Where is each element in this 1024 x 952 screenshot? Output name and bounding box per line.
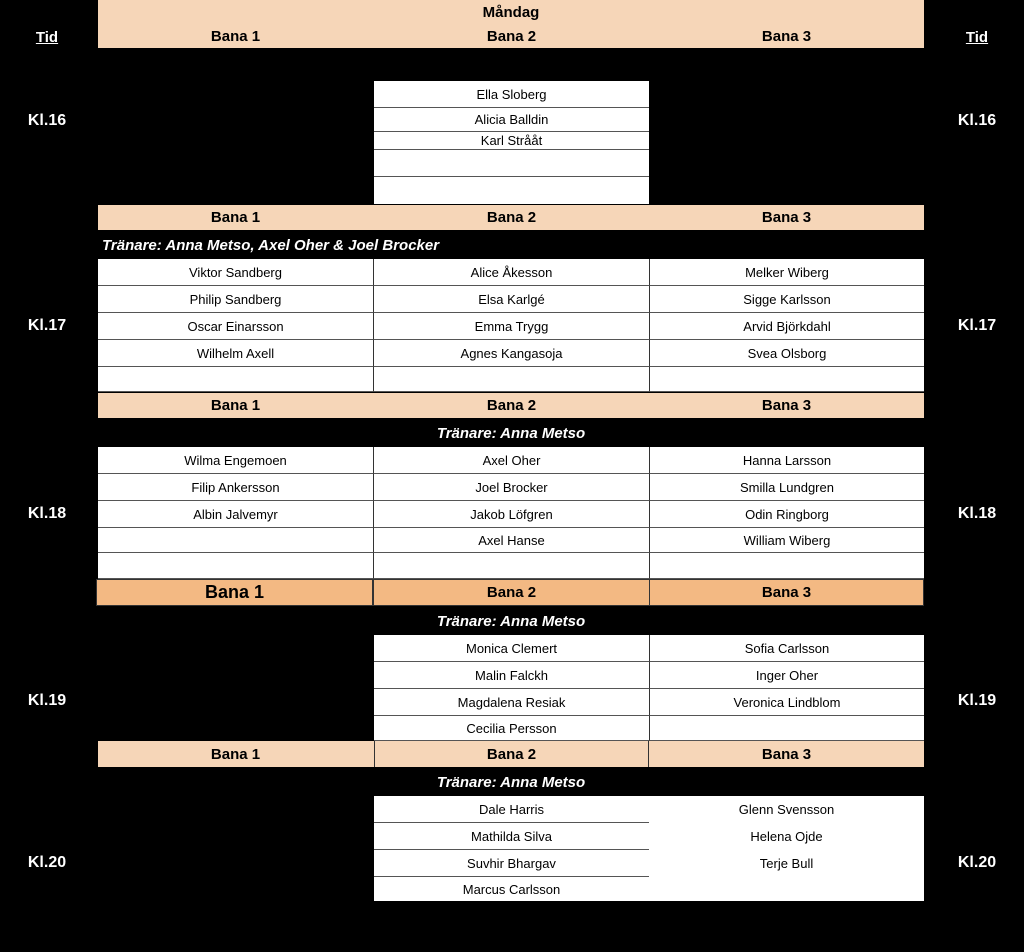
kl17-bana2-row: Agnes Kangasoja xyxy=(374,340,650,367)
kl20-bana2-row: Mathilda Silva xyxy=(374,823,649,850)
kl17-bana2-row: Elsa Karlgé xyxy=(374,286,650,313)
lane-header-2: Bana 2 xyxy=(374,741,649,767)
kl17-bana3-row: Sigge Karlsson xyxy=(650,286,924,313)
kl19-bana2-row: Magdalena Resiak xyxy=(374,689,650,716)
kl18-bana1-row xyxy=(98,528,374,553)
kl20-bana3-row: Helena Ojde xyxy=(649,823,924,850)
kl19-bana3-row xyxy=(650,716,924,741)
lane-header-1: Bana 1 xyxy=(210,27,261,45)
time-label-kl20-left: Kl.20 xyxy=(27,854,67,871)
lane-header-2: Bana 2 xyxy=(486,209,537,226)
kl17-bana1-row: Philip Sandberg xyxy=(98,286,374,313)
kl17-bana3-row: Arvid Björkdahl xyxy=(650,313,924,340)
kl18-bana3-row: William Wiberg xyxy=(650,528,924,553)
time-label-kl20-right: Kl.20 xyxy=(957,854,997,871)
kl18-bana1-row: Wilma Engemoen xyxy=(98,447,374,474)
time-label-kl17-right: Kl.17 xyxy=(957,317,997,334)
lane-header-2: Bana 2 xyxy=(373,579,650,606)
kl18-bana2-row xyxy=(374,553,650,579)
lane-header-3: Bana 3 xyxy=(761,397,812,414)
kl17-bana2-row xyxy=(374,367,650,392)
lane-header-1: Bana 1 xyxy=(96,579,373,606)
kl18-bana3-row: Hanna Larsson xyxy=(650,447,924,474)
lane-header-1: Bana 1 xyxy=(210,209,261,226)
kl20-bana2-row: Suvhir Bhargav xyxy=(374,850,649,877)
time-label-kl17-left: Kl.17 xyxy=(27,317,67,334)
kl19-bana2-row: Monica Clemert xyxy=(374,635,650,662)
kl18-bana2-row: Joel Brocker xyxy=(374,474,650,501)
kl18-bana1-row: Filip Ankersson xyxy=(98,474,374,501)
kl18-bana2-row: Axel Hanse xyxy=(374,528,650,553)
kl20-bana2-row: Dale Harris xyxy=(374,796,649,823)
kl17-bana1-row xyxy=(98,367,374,392)
coach-label-kl18: Tränare: Anna Metso xyxy=(436,424,586,442)
kl18-bana1-row: Albin Jalvemyr xyxy=(98,501,374,528)
kl16-bana2-row xyxy=(374,177,649,204)
lane-header-1: Bana 1 xyxy=(210,745,261,763)
kl16-bana2-row: Ella Sloberg xyxy=(374,81,649,108)
time-label-kl18-left: Kl.18 xyxy=(27,505,67,522)
kl19-bana3-row: Inger Oher xyxy=(650,662,924,689)
kl18-bana2-row: Jakob Löfgren xyxy=(374,501,650,528)
time-label-kl19-left: Kl.19 xyxy=(27,692,67,709)
kl17-bana1-row: Oscar Einarsson xyxy=(98,313,374,340)
kl19-bana3-row: Veronica Lindblom xyxy=(650,689,924,716)
time-label-kl16-left: Kl.16 xyxy=(27,112,67,129)
lane-header-3: Bana 3 xyxy=(649,579,924,606)
kl20-bana3-row: Terje Bull xyxy=(649,850,924,877)
kl16-bana2-row: Karl Strååt xyxy=(374,132,649,150)
kl16-bana2-row xyxy=(374,150,649,177)
kl19-bana2-row: Cecilia Persson xyxy=(374,716,650,741)
time-label-kl19-right: Kl.19 xyxy=(957,692,997,709)
kl18-bana3-row: Smilla Lundgren xyxy=(650,474,924,501)
kl20-bana3-row: Glenn Svensson xyxy=(649,796,924,823)
kl18-bana3-row xyxy=(650,553,924,579)
coach-label-kl20: Tränare: Anna Metso xyxy=(436,773,586,791)
time-label-kl16-right: Kl.16 xyxy=(957,112,997,129)
kl20-bana2-row: Marcus Carlsson xyxy=(374,877,649,901)
tid-label-left: Tid xyxy=(35,28,59,46)
kl17-bana2-row: Alice Åkesson xyxy=(374,259,650,286)
kl18-bana2-row: Axel Oher xyxy=(374,447,650,474)
kl17-bana1-row: Wilhelm Axell xyxy=(98,340,374,367)
coach-label-kl19: Tränare: Anna Metso xyxy=(436,612,586,630)
lane-header-3: Bana 3 xyxy=(761,745,812,763)
lane-header-2: Bana 2 xyxy=(486,397,537,414)
kl18-bana3-row: Odin Ringborg xyxy=(650,501,924,528)
kl17-bana1-row: Viktor Sandberg xyxy=(98,259,374,286)
kl17-bana3-row: Melker Wiberg xyxy=(650,259,924,286)
time-label-kl18-right: Kl.18 xyxy=(957,505,997,522)
lane-header-1: Bana 1 xyxy=(210,397,261,414)
kl17-bana3-row xyxy=(650,367,924,392)
kl16-bana2-row: Alicia Balldin xyxy=(374,108,649,132)
kl17-bana2-row: Emma Trygg xyxy=(374,313,650,340)
kl17-bana3-row: Svea Olsborg xyxy=(650,340,924,367)
kl19-bana3-row: Sofia Carlsson xyxy=(650,635,924,662)
kl19-bana2-row: Malin Falckh xyxy=(374,662,650,689)
kl18-bana1-row xyxy=(98,553,374,579)
kl20-bana3-row xyxy=(649,877,924,901)
lane-header-3: Bana 3 xyxy=(761,27,812,45)
tid-label-right: Tid xyxy=(965,28,989,46)
lane-header-3: Bana 3 xyxy=(761,209,812,226)
lane-header-2: Bana 2 xyxy=(486,27,537,45)
coach-label-kl17: Tränare: Anna Metso, Axel Oher & Joel Brocker xyxy=(102,236,440,254)
day-header: Måndag xyxy=(98,0,924,24)
